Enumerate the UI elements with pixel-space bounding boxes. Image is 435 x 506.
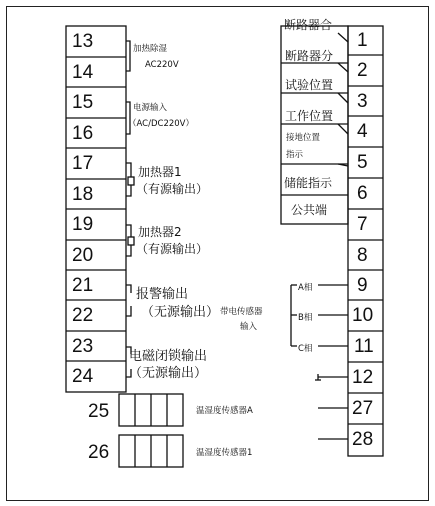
terminal-12: 12: [352, 367, 374, 388]
terminal-19: 19: [72, 214, 94, 235]
terminal-3: 3: [357, 91, 368, 112]
terminal-7: 7: [357, 214, 368, 235]
terminal-2: 2: [357, 60, 368, 81]
terminal-16: 16: [72, 123, 94, 144]
power-input-label: 电源输入: [133, 103, 168, 113]
terminal-26: 26: [88, 442, 110, 463]
heater1-type: （有源输出）: [136, 182, 209, 196]
ground-position-label: 接地位置: [286, 133, 321, 143]
terminal-18: 18: [72, 184, 94, 205]
sensor-1-label: 温湿度传感器1: [196, 448, 253, 458]
lock-output-label: 电磁闭锁输出: [129, 349, 208, 364]
terminal-15: 15: [72, 92, 94, 113]
charged-sensor-input: 输入: [240, 322, 258, 332]
terminal-17: 17: [72, 153, 94, 174]
heater-dehumid-label: 加热除湿: [133, 44, 168, 54]
terminal-23: 23: [72, 336, 94, 357]
common-terminal-label: 公共端: [291, 203, 328, 217]
terminal-11: 11: [354, 336, 374, 357]
terminal-1: 1: [357, 30, 368, 51]
terminal-5: 5: [357, 152, 368, 173]
terminal-6: 6: [357, 183, 368, 204]
phase-c-label: C相: [298, 344, 313, 354]
heater-dehumid-voltage: AC220V: [145, 60, 179, 70]
ground-position-indicator: 指示: [286, 150, 304, 160]
phase-b-label: B相: [298, 313, 313, 323]
phase-a-label: A相: [298, 283, 313, 293]
terminal-28: 28: [352, 429, 374, 450]
lock-output-type: （无源输出）: [129, 366, 208, 381]
terminal-22: 22: [72, 305, 94, 326]
terminal-13: 13: [72, 31, 94, 52]
heater2-type: （有源输出）: [136, 242, 209, 256]
terminal-14: 14: [72, 62, 94, 83]
terminal-20: 20: [72, 245, 94, 266]
alarm-output-type: （无源输出）: [141, 305, 220, 320]
terminal-8: 8: [357, 245, 368, 266]
terminal-24: 24: [72, 366, 94, 387]
terminal-9: 9: [357, 275, 368, 296]
breaker-close-label: 断路器合: [284, 18, 333, 32]
alarm-output-label: 报警输出: [136, 287, 189, 302]
charged-sensor-label: 带电传感器: [220, 307, 263, 317]
sensor-a-label: 温湿度传感器A: [196, 406, 253, 416]
work-position-label: 工作位置: [285, 109, 334, 123]
breaker-open-label: 断路器分: [285, 49, 334, 63]
energy-indicator-label: 储能指示: [284, 176, 333, 190]
terminal-4: 4: [357, 121, 368, 142]
heater2-label: 加热器2: [138, 225, 182, 239]
terminal-10: 10: [352, 305, 374, 326]
power-input-voltage: （AC/DC220V）: [128, 119, 194, 129]
heater1-label: 加热器1: [138, 165, 182, 179]
terminal-25: 25: [88, 401, 110, 422]
test-position-label: 试验位置: [285, 78, 334, 92]
terminal-21: 21: [72, 275, 94, 296]
terminal-27: 27: [352, 398, 374, 419]
